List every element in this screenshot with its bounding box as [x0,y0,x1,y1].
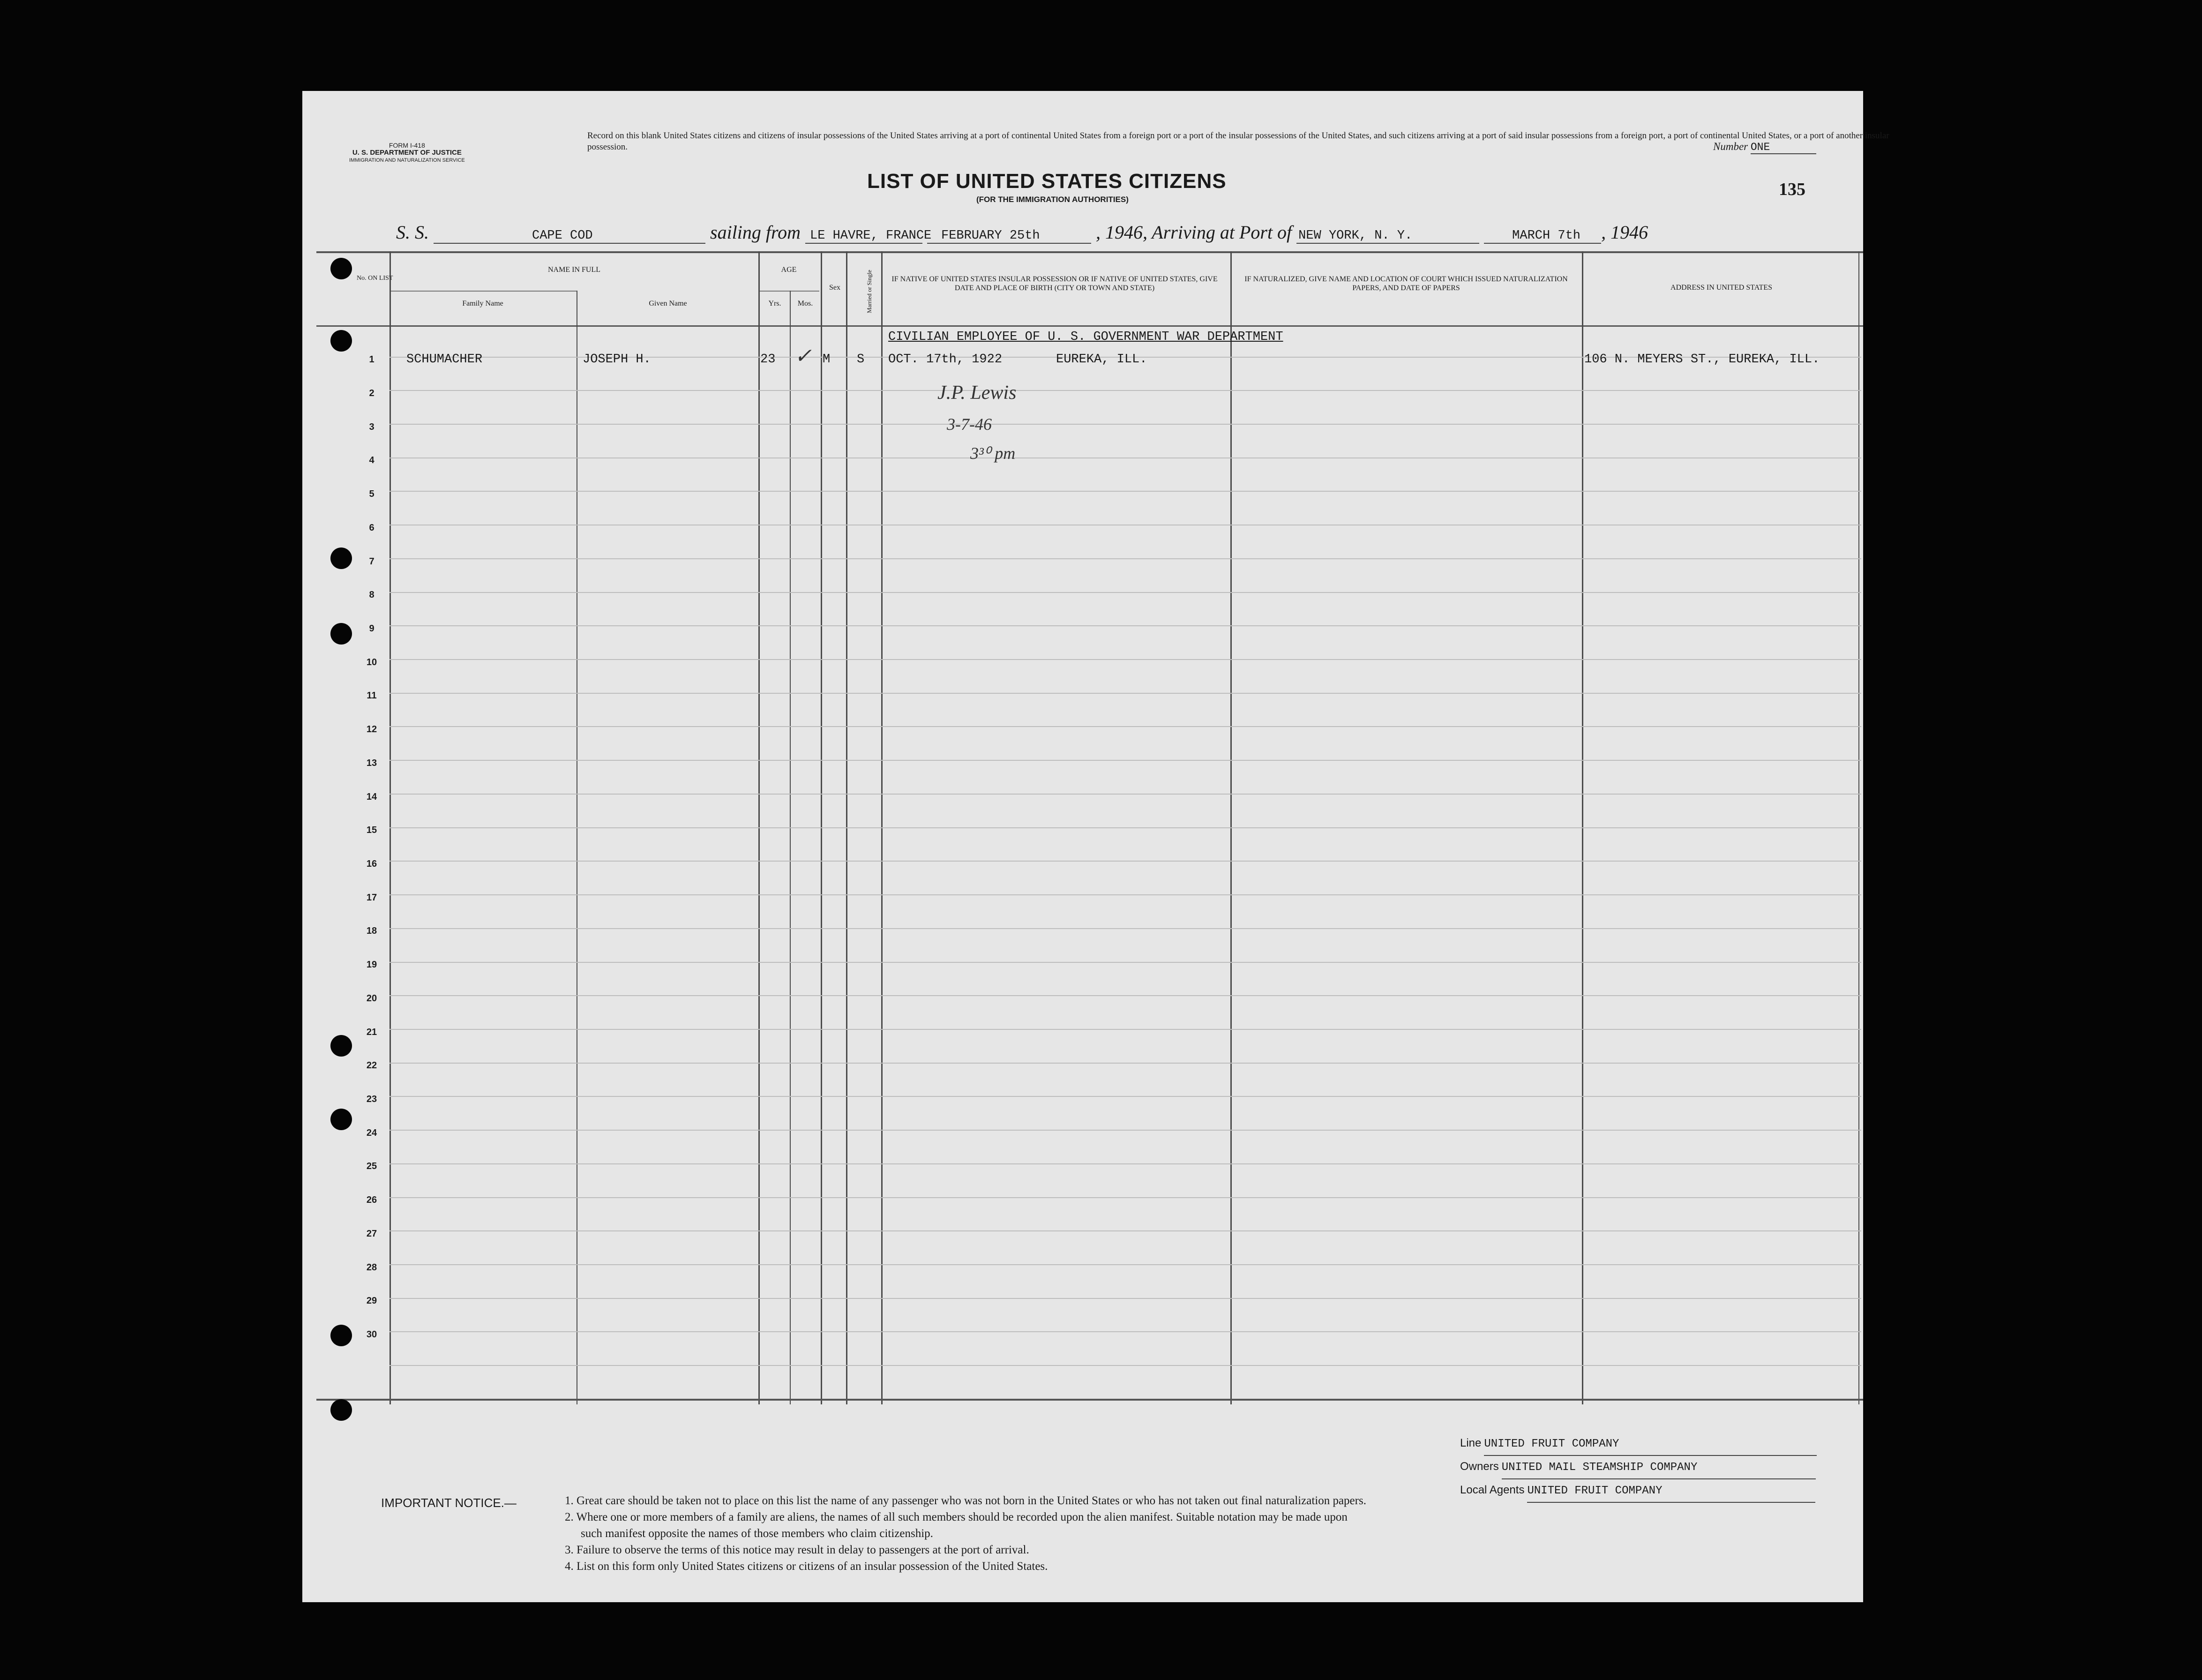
entry-age-years: 23 [760,352,776,367]
page-subtitle: (FOR THE IMMIGRATION AUTHORITIES) [976,195,1129,204]
row-number: 29 [366,1296,377,1306]
row-number: 14 [366,792,377,802]
row-number: 24 [366,1128,377,1138]
col-header-given-name: Given Name [649,300,687,308]
important-notice-list [565,1492,1840,1575]
owners-label: Owners [1460,1460,1499,1473]
entry-given-name: JOSEPH H. [583,352,651,367]
sailing-from-label: sailing from [710,222,801,243]
punch-hole [330,548,352,569]
row-number: 30 [366,1329,377,1340]
row-number: 27 [366,1229,377,1239]
form-identifier [349,142,465,164]
row-number: 11 [367,690,377,701]
owners-value: UNITED MAIL STEAMSHIP COMPANY [1502,1457,1816,1479]
inspection-time: 3³⁰ pm [970,444,1016,463]
top-notice: Record on this blank United States citizens and citizens of insular possessions of the United States arriving at a port of continental United States from a foreign port or a port of the insular possessions of the United States, and such citizens arriving at a port of said insular possessions from a foreign port, a port of continental United States, or a port of another insular possession. [587,131,1889,152]
col-header-native-info: IF NATIVE OF UNITED STATES INSULAR POSSESSION OR IF NATIVE OF UNITED STATES, GIVE DATE AND PLACE OF BIRTH (CITY OR TOWN AND STATE) [891,275,1218,292]
departure-year: , 1946 [1096,222,1143,243]
service: IMMIGRATION AND NATURALIZATION SERVICE [349,158,465,163]
inspector-signature: J.P. Lewis [937,382,1017,404]
row-number: 13 [366,758,377,768]
col-header-name-in-full: NAME IN FULL [548,266,600,274]
voyage-line [396,221,1849,244]
departure-date: FEBRUARY 25th [927,229,1091,244]
punch-hole [330,1325,352,1346]
entry-occupation-note: CIVILIAN EMPLOYEE OF U. S. GOVERNMENT WAR DEPARTMENT [888,330,1283,344]
list-number-value: ONE [1751,141,1816,154]
row-number: 12 [366,724,377,735]
row-number: 16 [366,859,377,869]
row-number: 20 [366,993,377,1004]
page-number: 135 [1779,180,1805,199]
important-notice-heading: IMPORTANT NOTICE.— [381,1496,517,1510]
col-header-naturalized-info: IF NATURALIZED, GIVE NAME AND LOCATION OF COURT WHICH ISSUED NATURALIZATION PAPERS, AND DATE OF PAPERS [1244,275,1568,292]
inspection-date: 3-7-46 [947,415,992,434]
entry-birth-place: EUREKA, ILL. [1056,352,1147,367]
row-number: 8 [369,590,374,600]
row-number: 6 [369,523,374,533]
line-label: Line [1460,1437,1482,1449]
row-number: 17 [366,892,377,903]
manifest-page [302,91,1889,1602]
local-agents-label: Local Agents [1460,1484,1525,1496]
punch-hole [330,1109,352,1130]
list-number [1713,141,1816,154]
checkmark-icon: ✓ [794,345,812,368]
notice-item: 3. Failure to observe the terms of this notice may result in delay to passengers at the port of arrival. [565,1544,1029,1556]
punch-hole [330,330,352,352]
row-number: 21 [366,1027,377,1037]
list-number-label: Number [1713,141,1748,152]
col-header-married-single: Married or Single [866,270,873,314]
notice-item: 2. Where one or more members of a family are aliens, the names of all such members should be recorded upon the alien manifest. Suitable notation may be made upon [565,1511,1348,1523]
arrival-date: MARCH 7th [1484,229,1601,244]
entry-family-name: SCHUMACHER [406,352,483,367]
punch-hole [330,1399,352,1421]
arriving-label: , Arriving at Port of [1143,222,1292,243]
row-number: 2 [369,388,374,398]
punch-hole [330,1035,352,1057]
page-title: LIST OF UNITED STATES CITIZENS [867,170,1227,193]
col-header-age: AGE [781,266,797,274]
row-number: 3 [369,422,374,432]
entry-address: 106 N. MEYERS ST., EUREKA, ILL. [1584,352,1820,367]
row-number: 4 [369,455,374,465]
row-number: 23 [366,1094,377,1104]
entry-marital-status: S [857,352,865,367]
col-header-sex: Sex [829,284,840,292]
col-header-mos: Mos. [797,300,813,308]
ship-name: CAPE COD [434,229,705,244]
line-value: UNITED FRUIT COMPANY [1484,1433,1817,1456]
departure-port: LE HAVRE, FRANCE [805,229,922,244]
col-header-family-name: Family Name [462,300,503,308]
col-header-yrs: Yrs. [768,300,781,308]
arrival-port: NEW YORK, N. Y. [1296,229,1479,244]
row-number: 5 [369,489,374,499]
row-number: 25 [366,1161,377,1171]
row-number: 15 [366,825,377,835]
row-number: 18 [366,926,377,936]
local-agents-value: UNITED FRUIT COMPANY [1527,1480,1815,1503]
ss-label: S. S. [396,222,429,243]
row-number: 1 [369,354,374,365]
row-number: 7 [369,556,374,567]
notice-item: 4. List on this form only United States citizens or citizens of an insular possession of the United States. [565,1560,1048,1573]
arrival-year: , 1946 [1601,222,1648,243]
col-header-no: No. ON LIST [357,275,393,282]
row-number: 19 [366,960,377,970]
notice-item: 1. Great care should be taken not to place on this list the name of any passenger who was not born in the United States or who has not taken out final naturalization papers. [565,1494,1366,1507]
punch-hole [330,623,352,645]
form-number: FORM I-418 [389,142,425,149]
col-header-address: ADDRESS IN UNITED STATES [1670,284,1772,292]
entry-sex: M [823,352,831,367]
row-number: 9 [369,623,374,634]
row-number: 26 [366,1195,377,1205]
punch-hole [330,258,352,279]
department: U. S. DEPARTMENT OF JUSTICE [352,149,462,157]
row-number: 28 [366,1262,377,1273]
entry-birth-date: OCT. 17th, 1922 [888,352,1003,367]
row-number: 22 [366,1060,377,1071]
notice-item: such manifest opposite the names of those members who claim citizenship. [581,1527,933,1540]
row-number: 10 [366,657,377,668]
